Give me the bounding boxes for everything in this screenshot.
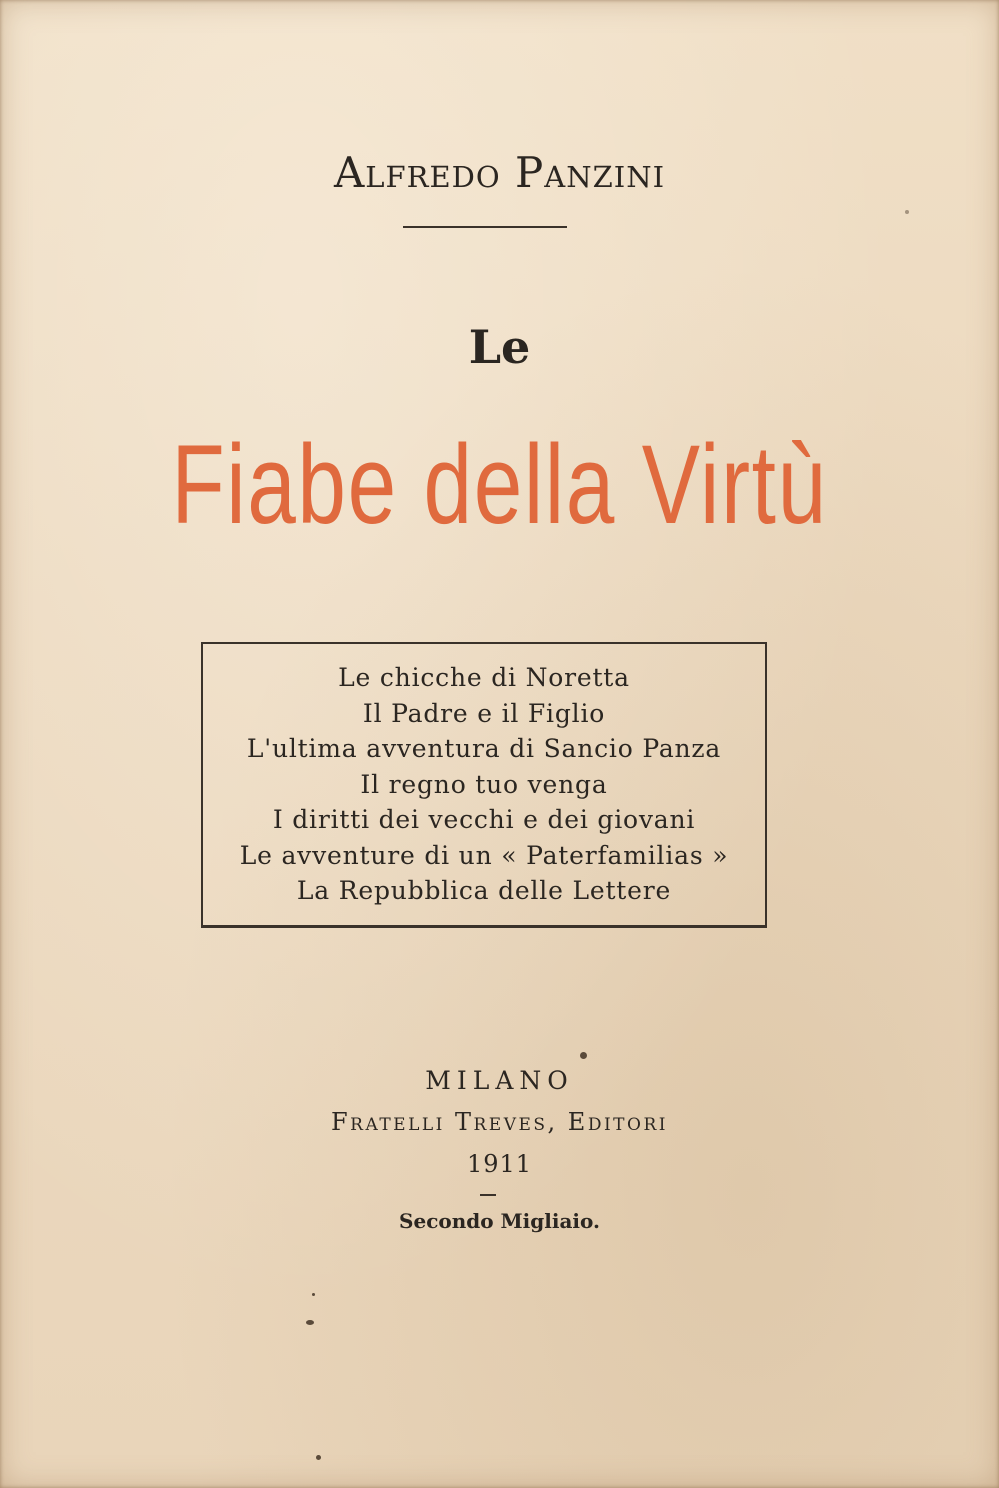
author-divider (403, 226, 567, 228)
paper-speck (306, 1320, 314, 1325)
imprint-city: MILANO (425, 1066, 574, 1095)
year-divider (480, 1194, 496, 1196)
contents-item: Le avventure di un « Paterfamilias » (239, 840, 729, 870)
paper-speck (312, 1293, 315, 1296)
paper-speck (905, 210, 909, 214)
imprint-year: 1911 (466, 1150, 533, 1178)
contents-item: Le chicche di Noretta (338, 663, 630, 692)
contents-box (201, 642, 767, 928)
contents-item: Il regno tuo venga (360, 769, 608, 799)
contents-item: L'ultima avventura di Sancio Panza (246, 734, 722, 763)
author-name: Alfredo Panzini (333, 148, 666, 197)
contents-item: La Repubblica delle Lettere (296, 876, 672, 905)
paper-speck (580, 1052, 587, 1059)
contents-item: Il Padre e il Figlio (362, 698, 606, 728)
paper-speck (316, 1455, 321, 1460)
edition-note: Secondo Migliaio. (399, 1209, 600, 1233)
book-title: Fiabe della Virtù (171, 422, 828, 547)
contents-item: I diritti dei vecchi e dei giovani (272, 805, 696, 834)
title-article: Le (468, 320, 531, 374)
imprint-publisher: Fratelli Treves, Editori (331, 1108, 668, 1136)
contents-list (203, 644, 765, 909)
